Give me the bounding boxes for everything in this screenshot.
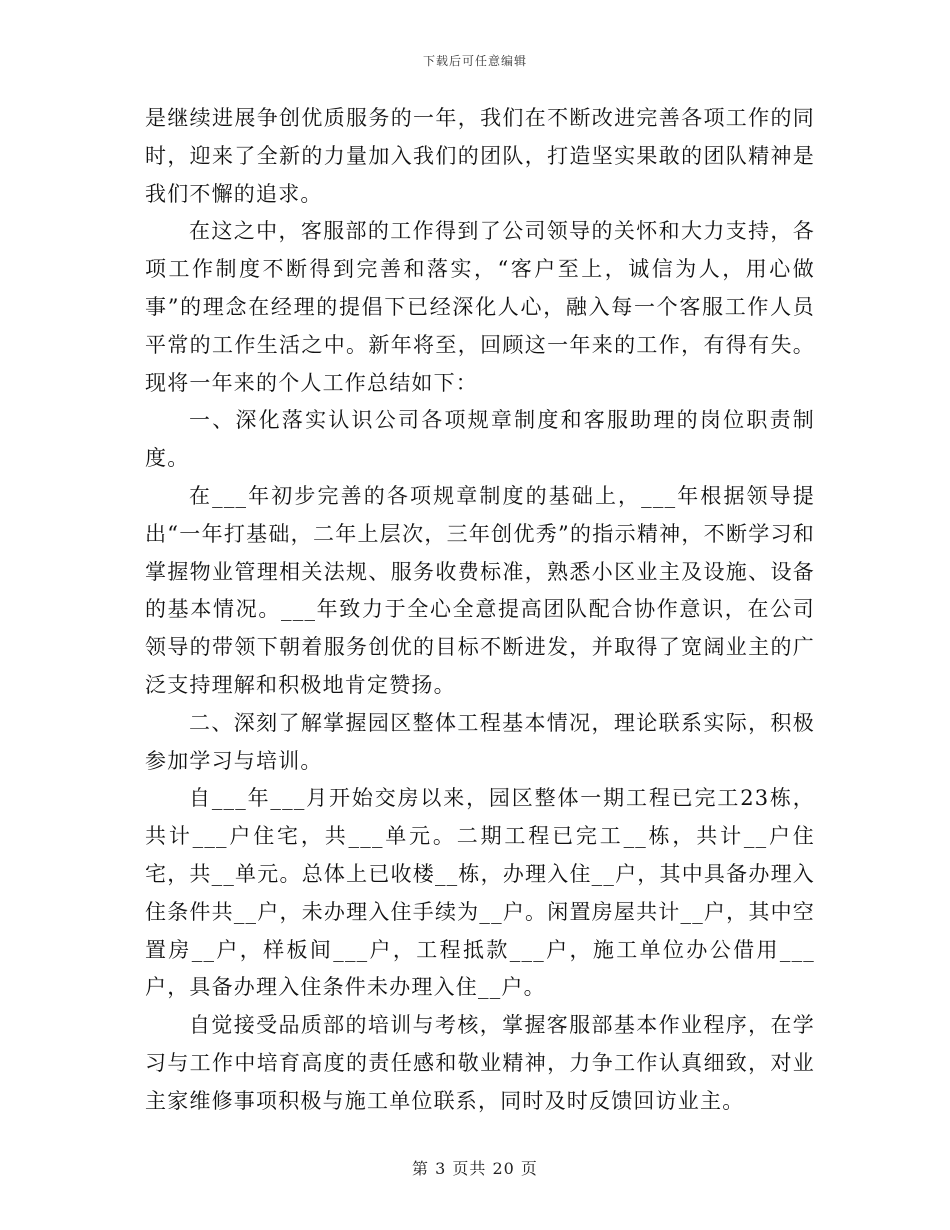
paragraph-1: 是继续进展争创优质服务的一年，我们在不断改进完善各项工作的同时，迎来了全新的力量加入我们的团队，打造坚实果敢的团队精神是我们不懈的追求。 bbox=[145, 106, 815, 206]
paragraph-2: 在这之中，客服部的工作得到了公司领导的关怀和大力支持，各项工作制度不断得到完善和落实，“客户至上，诚信为人，用心做事”的理念在经理的提倡下已经深化人心，融入每一个客服工作人员平常的工作生活之中。新年将至，回顾这一年来的工作，有得有失。现将一年来的个人工作总结如下： bbox=[145, 219, 815, 395]
document-body bbox=[145, 100, 815, 1121]
section-heading-2: 二、深刻了解掌握园区整体工程基本情况，理论联系实际，积极参加学习与培训。 bbox=[145, 710, 815, 773]
paragraph-5: 自觉接受品质部的培训与考核，掌握客服部基本作业程序，在学习与工作中培育高度的责任感和敬业精神，力争工作认真细致，对业主家维修事项积极与施工单位联系，同时及时反馈回访业主。 bbox=[145, 1013, 815, 1113]
section-heading-1: 一、深化落实认识公司各项规章制度和客服助理的岗位职责制度。 bbox=[145, 408, 815, 471]
paragraph-4: 自___年___月开始交房以来，园区整体一期工程已完工23栋，共计___户住宅，共___单元。二期工程已完工__栋，共计__户住宅，共__单元。总体上已收楼__栋，办理入住__户，其中具备办理入住条件共__户，未办理入住手续为__户。闲置房屋共计__户，其中空置房__户，样板间___户，工程抵款___户，施工单位办公借用___户，具备办理入住条件未办理入住__户。 bbox=[145, 786, 815, 1000]
page-footer: 第 3 页共 20 页 bbox=[412, 1159, 538, 1178]
page-header: 下载后可任意编辑 bbox=[422, 54, 527, 68]
paragraph-3: 在___年初步完善的各项规章制度的基础上，___年根据领导提出“一年打基础，二年上层次，三年创优秀”的指示精神，不断学习和掌握物业管理相关法规、服务收费标准，熟悉小区业主及设施、设备的基本情况。___年致力于全心全意提高团队配合协作意识，在公司领导的带领下朝着服务创优的目标不断进发，并取得了宽阔业主的广泛支持理解和积极地肯定赞扬。 bbox=[145, 483, 815, 697]
